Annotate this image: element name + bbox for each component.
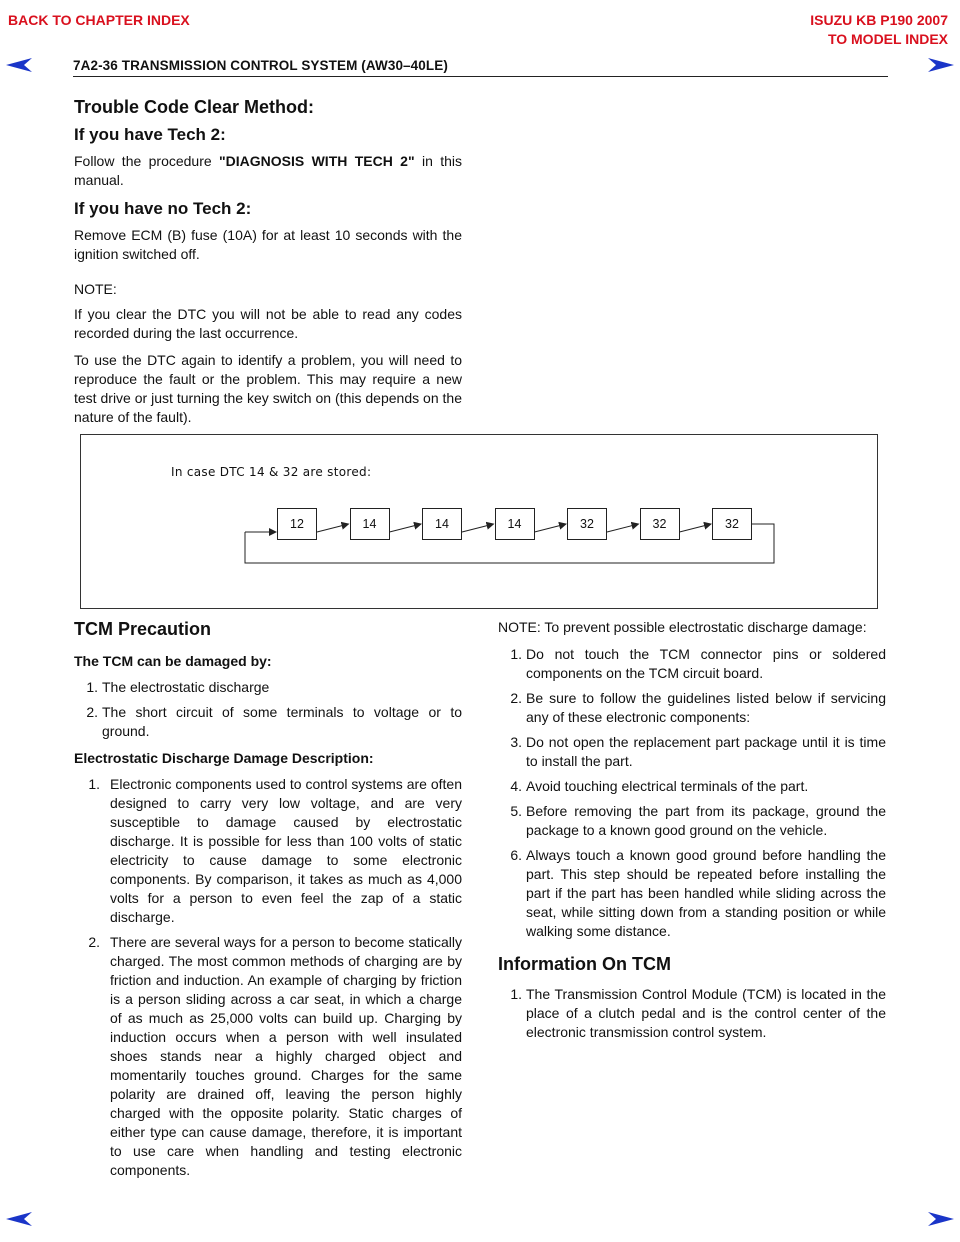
list-item-text: There are several ways for a person to become statically charged. The most common methods of charging are by friction and induction. An example of charging by friction is a person sliding across a car seat, in which a charge of as much as 25,000 volts can build up. Charging by induction occurs when a person with well insulated shoes stands near a highly charged object and momentarily touches ground. Charges for the same polarity are drained off, leaving the person highly charged with the opposite polarity. Static charges of either type can cause damage, therefore, it is important to use care when handling and testing electronic components. [110, 934, 462, 1178]
sequence-arrow [462, 524, 494, 532]
dtc-code-box: 32 [640, 508, 680, 540]
trouble-code-clear-section [74, 96, 462, 435]
list-item-text: Before removing the part from its package, ground the package to a known good ground on the vehicle. [526, 803, 886, 838]
dtc-sequence-diagram [80, 434, 878, 609]
esd-note-intro: NOTE: To prevent possible electrostatic discharge damage: [498, 619, 867, 635]
list-item-text: Be sure to follow the guidelines listed below if servicing any of these electronic components: [526, 690, 886, 725]
list-item [74, 678, 462, 697]
list-item [74, 933, 462, 1180]
list-item [498, 846, 886, 941]
list-item-number: 1. [86, 679, 98, 695]
sequence-arrows [81, 435, 879, 610]
list-item-text: The Transmission Control Module (TCM) is located in the place of a clutch pedal and is the control center of the electronic transmission control system. [526, 986, 886, 1040]
list-item [74, 775, 462, 927]
dtc-code-box: 14 [350, 508, 390, 540]
list-item-number: 2. [510, 690, 522, 706]
note-paragraph-2: To use the DTC again to identify a problem, you will need to reproduce the fault or the problem. This may require a new test drive or just turning the key switch on (this depends on the nature of the fault). [74, 352, 462, 425]
dtc-code-box: 12 [277, 508, 317, 540]
list-item-text: Do not open the replacement part package until it is time to install the part. [526, 734, 886, 769]
list-item-number: 2. [86, 704, 98, 720]
note-label: NOTE: [74, 281, 117, 297]
list-item-text: The short circuit of some terminals to voltage or to ground. [102, 704, 462, 739]
sequence-arrow [607, 524, 639, 532]
list-item [498, 802, 886, 840]
dtc-code-box: 32 [712, 508, 752, 540]
note-paragraph-1: If you clear the DTC you will not be able to read any codes recorded during the last occurrence. [74, 306, 462, 341]
next-page-icon[interactable] [928, 58, 954, 72]
list-item [498, 645, 886, 683]
to-model-index-link[interactable]: TO MODEL INDEX [827, 31, 948, 47]
back-to-chapter-index-link[interactable]: BACK TO CHAPTER INDEX [8, 12, 190, 28]
prev-page-icon[interactable] [6, 1212, 32, 1226]
list-item [498, 689, 886, 727]
list-item-number: 1. [510, 986, 522, 1002]
model-title-link[interactable]: ISUZU KB P190 2007 [810, 12, 948, 28]
dtc-code-box: 14 [422, 508, 462, 540]
list-item-text: Always touch a known good ground before handling the part. This step should be repeated before installing the part if the part has been handled while sliding across the seat, while sitting down from a standing position or while walking some distance. [526, 847, 886, 939]
list-item-number: 3. [510, 734, 522, 750]
list-item-text: Electronic components used to control systems are often designed to carry very low voltage, and are very susceptible to damage caused by electrostatic discharge. It is possible for less than 100 volts of static electricity to cause damage to some electronic components. By comparison, it takes as much as 4,000 volts for a person to even feel the zap of a static discharge. [110, 776, 462, 925]
list-item-text: The electrostatic discharge [102, 679, 270, 695]
tcm-info-title: Information On TCM [498, 954, 671, 974]
tcm-precaution-section [74, 618, 462, 1188]
list-item-number: 6. [510, 847, 522, 863]
prev-page-icon[interactable] [6, 58, 32, 72]
list-item-number: 1. [510, 646, 522, 662]
no-tech2-heading: If you have no Tech 2: [74, 199, 252, 218]
tcm-precaution-title: TCM Precaution [74, 619, 212, 639]
list-item [498, 733, 886, 771]
page-header: 7A2-36 TRANSMISSION CONTROL SYSTEM (AW30–40LE) [73, 58, 888, 77]
esd-description-list [74, 775, 462, 1180]
esd-heading: Electrostatic Discharge Damage Description: [74, 750, 374, 766]
list-item-number: 2. [88, 934, 100, 950]
sequence-arrow [317, 524, 349, 532]
sequence-arrow [390, 524, 422, 532]
no-tech2-paragraph: Remove ECM (B) fuse (10A) for at least 10 seconds with the ignition switched off. [74, 227, 462, 262]
next-page-icon[interactable] [928, 1212, 954, 1226]
list-item-number: 1. [88, 776, 100, 792]
sequence-arrow [680, 524, 712, 532]
dtc-code-box: 14 [495, 508, 535, 540]
list-item [74, 703, 462, 741]
dtc-code-box: 32 [567, 508, 607, 540]
damage-heading: The TCM can be damaged by: [74, 653, 272, 669]
damage-list [74, 678, 462, 741]
list-item-number: 5. [510, 803, 522, 819]
esd-note-list [498, 645, 886, 941]
tech2-heading: If you have Tech 2: [74, 125, 226, 144]
clear-method-title: Trouble Code Clear Method: [74, 97, 315, 117]
list-item-text: Do not touch the TCM connector pins or soldered components on the TCM circuit board. [526, 646, 886, 681]
list-item [498, 777, 886, 796]
tcm-info-list [498, 985, 886, 1042]
list-item [498, 985, 886, 1042]
list-item-text: Avoid touching electrical terminals of the part. [526, 778, 809, 794]
right-column [498, 618, 886, 1050]
sequence-arrow [535, 524, 567, 532]
diagram-caption: In case DTC 14 & 32 are stored: [171, 465, 372, 479]
tech2-paragraph: Follow the procedure "DIAGNOSIS WITH TECH 2" in this manual. [74, 153, 463, 188]
list-item-number: 4. [510, 778, 522, 794]
